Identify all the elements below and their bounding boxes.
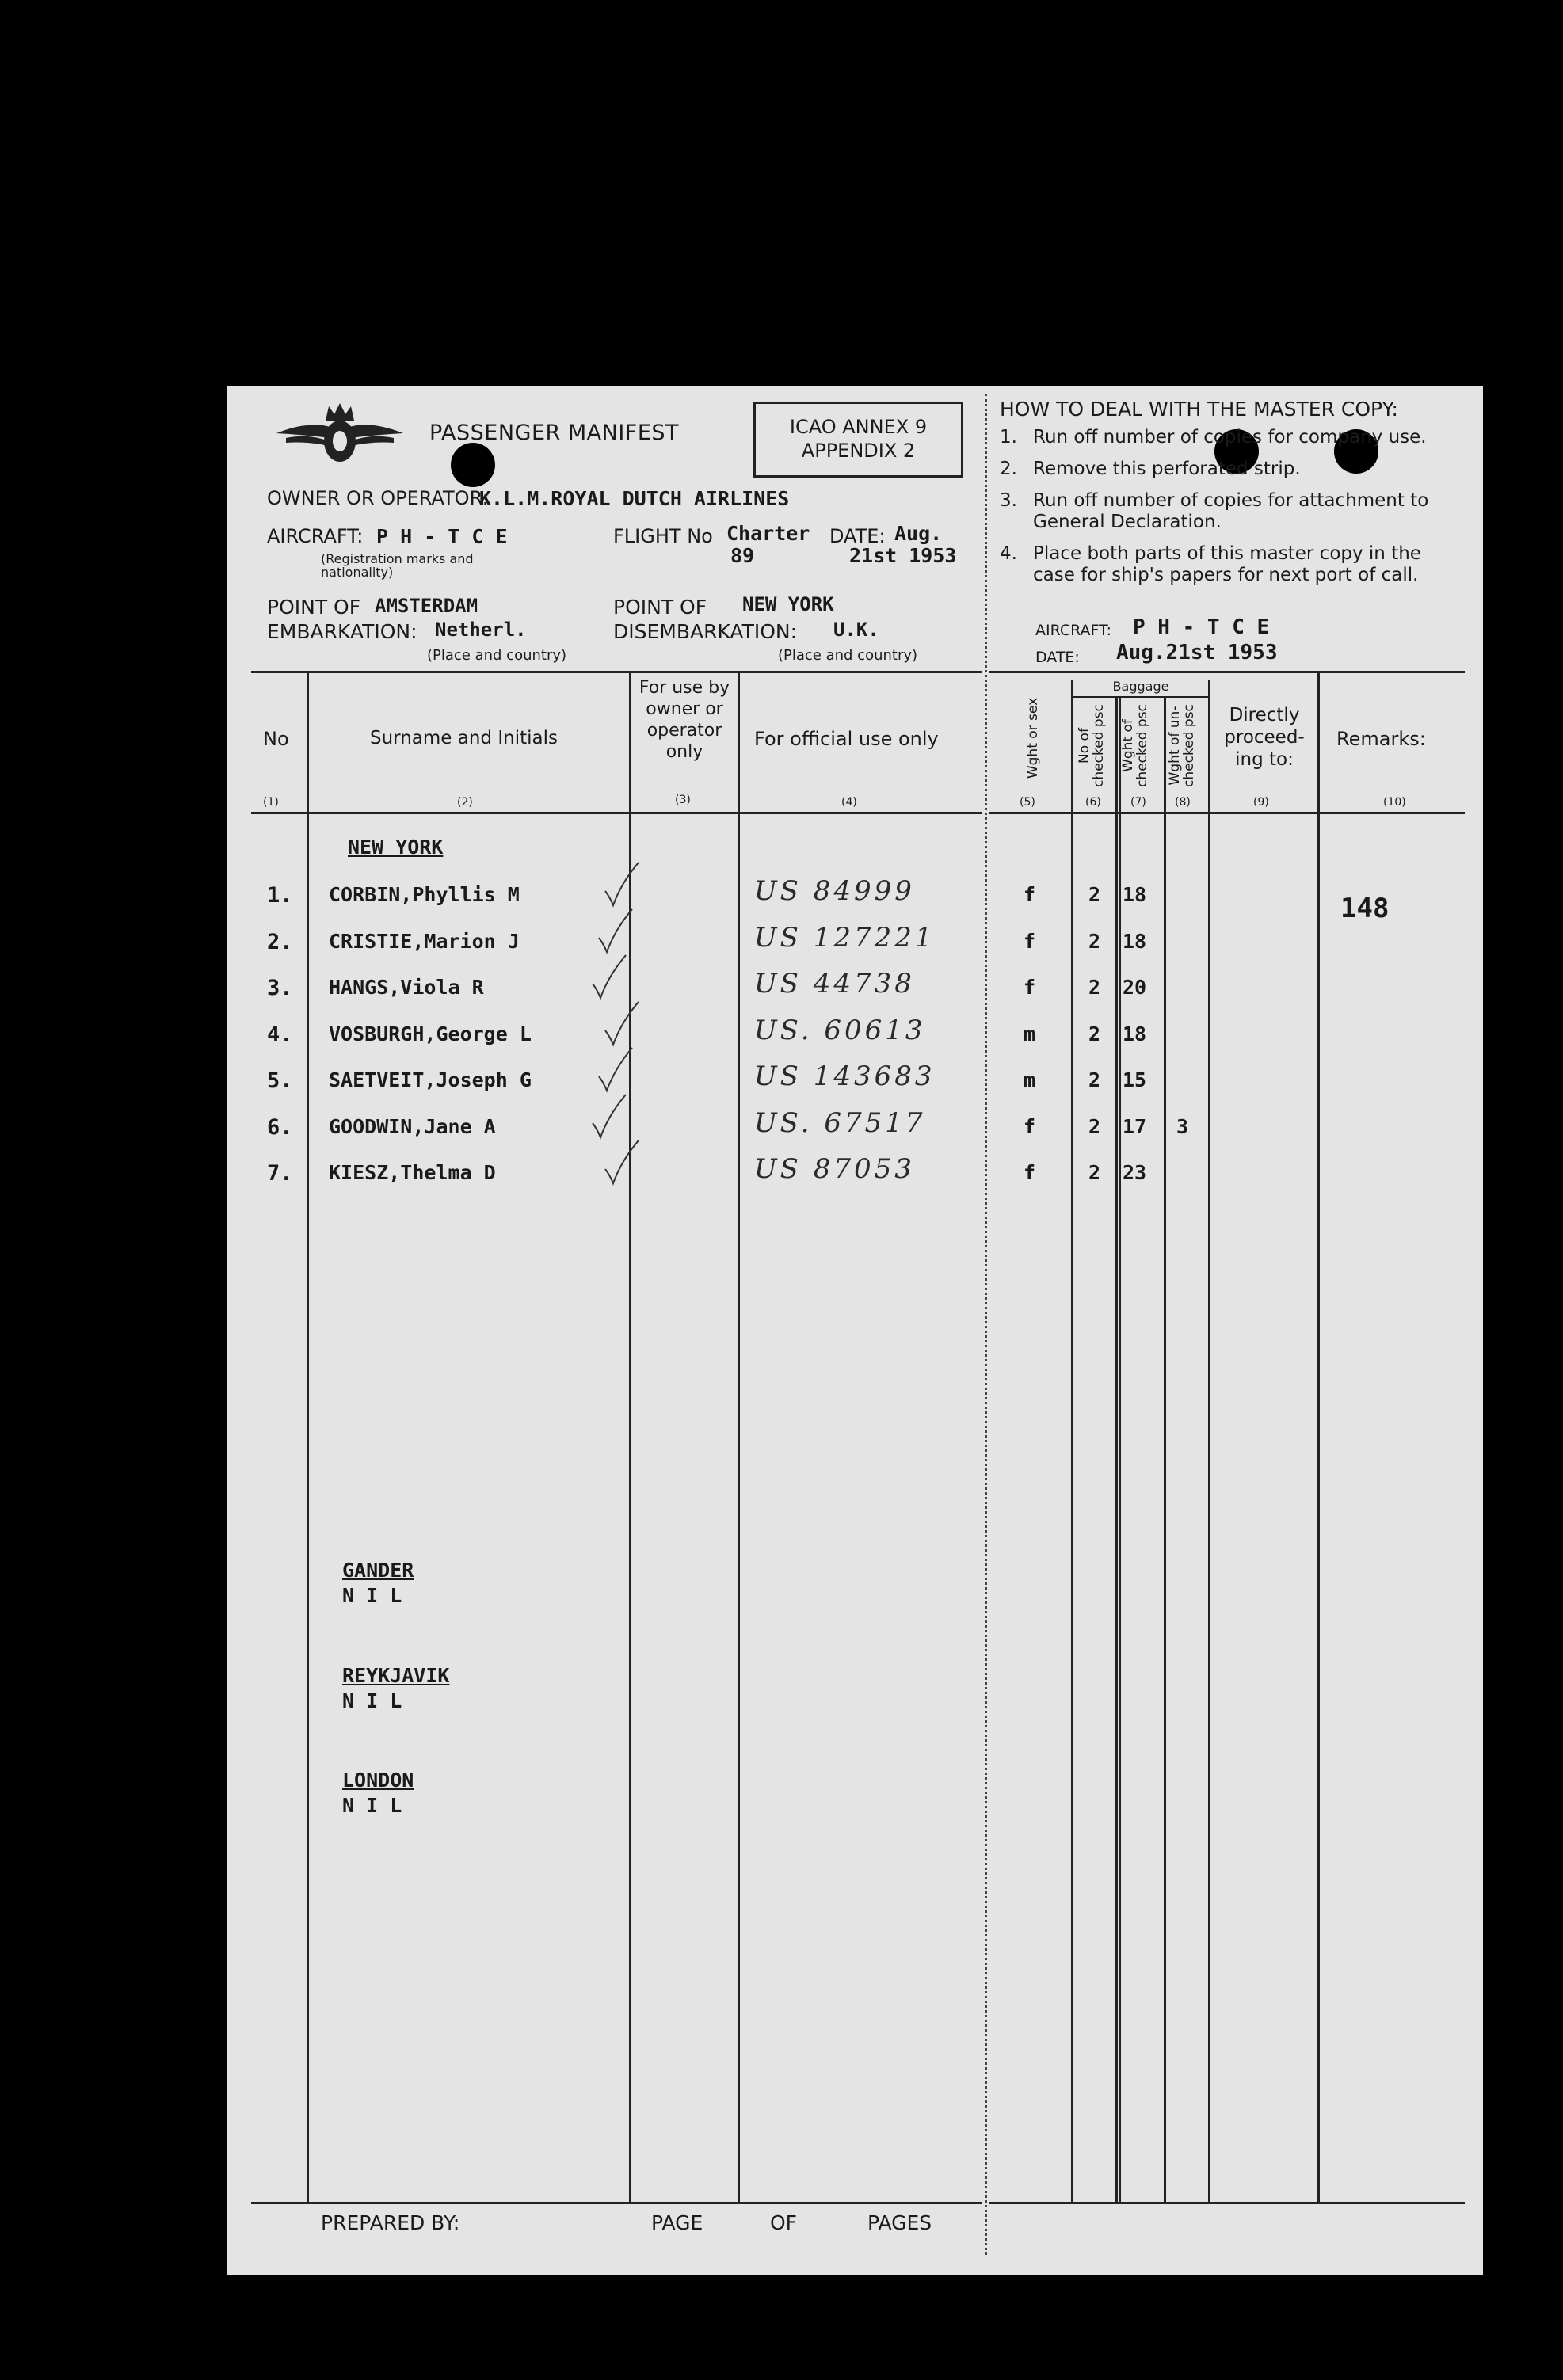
owner-value: K.L.M.ROYAL DUTCH AIRLINES bbox=[479, 487, 790, 510]
instruction-item bbox=[1000, 490, 1467, 533]
disembarkation-label-line-1: POINT OF bbox=[613, 596, 707, 619]
table-bottom-rule-left bbox=[251, 2202, 982, 2204]
instruction-number: 4. bbox=[1000, 543, 1017, 564]
remarks-value: 148 bbox=[1340, 893, 1390, 924]
col-header-checked-no: No of checked psc bbox=[1077, 704, 1107, 787]
col-divider bbox=[1317, 671, 1320, 2203]
instructions-date-label: DATE: bbox=[1035, 649, 1080, 666]
checked-pieces: 2 bbox=[1088, 976, 1101, 999]
checked-weight: 18 bbox=[1123, 930, 1147, 953]
date-value-2: 21st 1953 bbox=[849, 544, 957, 567]
stop-name: GANDER bbox=[342, 1559, 414, 1582]
official-number: US 87053 bbox=[754, 1153, 915, 1185]
official-number: US 84999 bbox=[754, 875, 915, 907]
passenger-sex: f bbox=[1024, 883, 1036, 906]
col-header-remarks: Remarks: bbox=[1336, 728, 1426, 750]
col-header-checked-wght: Wght of checked psc bbox=[1120, 704, 1150, 787]
instruction-text: Run off number of copies for company use. bbox=[1033, 427, 1427, 447]
aircraft-value: P H - T C E bbox=[376, 525, 508, 548]
flight-number: 89 bbox=[730, 544, 755, 567]
passenger-sex: f bbox=[1024, 930, 1036, 953]
unchecked-weight: 3 bbox=[1176, 1115, 1189, 1138]
manifest-sheet bbox=[227, 386, 1483, 2275]
col-num: (4) bbox=[841, 796, 857, 809]
col-num: (10) bbox=[1383, 796, 1406, 809]
passenger-number: 7. bbox=[267, 1161, 293, 1186]
checked-weight: 15 bbox=[1123, 1068, 1147, 1091]
checked-pieces: 2 bbox=[1088, 1068, 1101, 1091]
passenger-number: 1. bbox=[267, 883, 293, 908]
check-mark-icon bbox=[604, 1137, 640, 1186]
col-divider bbox=[1071, 680, 1073, 2203]
page-label: PAGE bbox=[651, 2211, 703, 2234]
header-bottom-rule-left bbox=[251, 812, 982, 814]
checked-pieces: 2 bbox=[1088, 883, 1101, 906]
klm-crown-logo bbox=[276, 403, 403, 466]
checked-weight: 18 bbox=[1123, 883, 1147, 906]
checked-pieces: 2 bbox=[1088, 1161, 1101, 1184]
instruction-item bbox=[1000, 427, 1467, 448]
instructions-date-value: Aug.21st 1953 bbox=[1116, 641, 1278, 664]
col-header-official: For official use only bbox=[754, 728, 939, 750]
of-label: OF bbox=[770, 2211, 798, 2234]
perforation-line bbox=[985, 394, 987, 2255]
passenger-name: CRISTIE,Marion J bbox=[329, 930, 520, 953]
col-divider bbox=[1115, 696, 1118, 2203]
instruction-number: 1. bbox=[1000, 427, 1017, 447]
passenger-name: CORBIN,Phyllis M bbox=[329, 883, 520, 906]
embarkation-value-1: AMSTERDAM bbox=[375, 595, 478, 617]
disembarkation-caption: (Place and country) bbox=[778, 647, 918, 664]
check-mark-icon bbox=[604, 859, 640, 908]
instruction-number: 3. bbox=[1000, 490, 1017, 511]
check-mark-icon bbox=[597, 1045, 634, 1094]
instruction-item bbox=[1000, 543, 1467, 586]
col-header-directly: Directly proceed-ing to: bbox=[1224, 705, 1305, 770]
official-number: US 127221 bbox=[754, 922, 936, 954]
stop-value: N I L bbox=[342, 1584, 402, 1607]
instructions-aircraft-label: AIRCRAFT: bbox=[1035, 622, 1112, 639]
passenger-name: HANGS,Viola R bbox=[329, 976, 484, 999]
stop-name: LONDON bbox=[342, 1769, 414, 1792]
col-divider bbox=[1119, 696, 1121, 2203]
stop-london bbox=[342, 1768, 414, 1818]
icao-line-2: APPENDIX 2 bbox=[801, 440, 916, 462]
col-divider bbox=[1164, 696, 1166, 2203]
passenger-sex: f bbox=[1024, 1115, 1036, 1138]
check-mark-icon bbox=[597, 906, 634, 955]
instructions-title: HOW TO DEAL WITH THE MASTER COPY: bbox=[1000, 398, 1398, 421]
instruction-item bbox=[1000, 459, 1467, 480]
passenger-number: 4. bbox=[267, 1022, 293, 1047]
instruction-text: Run off number of copies for attachment to General Declaration. bbox=[1033, 490, 1429, 532]
aircraft-note: (Registration marks and nationality) bbox=[321, 551, 474, 580]
col-header-surname: Surname and Initials bbox=[370, 728, 558, 748]
stop-reykjavik bbox=[342, 1663, 449, 1714]
col-header-unchecked-wght: Wght of un-checked psc bbox=[1167, 704, 1197, 787]
passenger-name: SAETVEIT,Joseph G bbox=[329, 1068, 532, 1091]
checked-weight: 23 bbox=[1123, 1161, 1147, 1184]
col-num: (9) bbox=[1253, 796, 1269, 809]
col-divider bbox=[738, 671, 740, 2203]
checked-pieces: 2 bbox=[1088, 1115, 1101, 1138]
embarkation-label-line-1: POINT OF bbox=[267, 596, 361, 619]
passenger-number: 3. bbox=[267, 976, 293, 1000]
official-number: US. 60613 bbox=[754, 1015, 926, 1046]
pages-label: PAGES bbox=[867, 2211, 932, 2234]
check-mark-icon bbox=[591, 1091, 627, 1140]
passenger-name: GOODWIN,Jane A bbox=[329, 1115, 496, 1138]
checked-weight: 20 bbox=[1123, 976, 1147, 999]
disembarkation-value-1: NEW YORK bbox=[742, 593, 834, 615]
table-top-rule-right bbox=[989, 671, 1465, 673]
official-number: US. 67517 bbox=[754, 1107, 926, 1139]
owner-label: OWNER OR OPERATOR: bbox=[267, 487, 489, 509]
stop-value: N I L bbox=[342, 1794, 402, 1817]
official-number: US 44738 bbox=[754, 968, 915, 1000]
punch-hole bbox=[451, 443, 495, 487]
checked-pieces: 2 bbox=[1088, 1022, 1101, 1045]
col-header-weight-sex: Wght or sex bbox=[1025, 697, 1041, 779]
official-number: US 143683 bbox=[754, 1061, 936, 1092]
passenger-sex: f bbox=[1024, 976, 1036, 999]
aircraft-label: AIRCRAFT: bbox=[267, 525, 364, 547]
col-header-baggage: Baggage bbox=[1112, 679, 1169, 694]
col-num: (3) bbox=[675, 794, 691, 806]
checked-weight: 17 bbox=[1123, 1115, 1147, 1138]
disembarkation-value-2: U.K. bbox=[833, 619, 879, 641]
date-label: DATE: bbox=[829, 525, 886, 547]
col-num: (8) bbox=[1175, 796, 1191, 809]
passenger-sex: m bbox=[1024, 1022, 1036, 1045]
col-num: (7) bbox=[1130, 796, 1146, 809]
flight-label: FLIGHT No bbox=[613, 525, 713, 547]
icao-annex-box bbox=[753, 402, 963, 478]
col-num: (2) bbox=[457, 796, 473, 809]
col-num: (5) bbox=[1020, 796, 1035, 809]
col-num: (1) bbox=[263, 796, 279, 809]
instruction-text: Remove this perforated strip. bbox=[1033, 459, 1301, 479]
col-divider bbox=[1208, 680, 1210, 2203]
passenger-number: 2. bbox=[267, 930, 293, 954]
form-title: PASSENGER MANIFEST bbox=[429, 421, 680, 445]
col-header-no: No bbox=[263, 728, 289, 750]
instruction-number: 2. bbox=[1000, 459, 1017, 479]
baggage-rule bbox=[1071, 696, 1210, 698]
embarkation-value-2: Netherl. bbox=[435, 619, 527, 641]
stop-value: N I L bbox=[342, 1689, 402, 1712]
check-mark-icon bbox=[604, 999, 640, 1048]
header-bottom-rule-right bbox=[989, 812, 1465, 814]
passenger-name: KIESZ,Thelma D bbox=[329, 1161, 496, 1184]
passenger-sex: f bbox=[1024, 1161, 1036, 1184]
passenger-name: VOSBURGH,George L bbox=[329, 1022, 532, 1045]
instruction-text: Place both parts of this master copy in the case for ship's papers for next port of call. bbox=[1033, 543, 1421, 585]
col-num: (6) bbox=[1085, 796, 1101, 809]
flight-value: Charter bbox=[726, 522, 810, 545]
instructions-aircraft-value: P H - T C E bbox=[1133, 615, 1270, 639]
checked-pieces: 2 bbox=[1088, 930, 1101, 953]
passenger-number: 6. bbox=[267, 1115, 293, 1140]
passenger-sex: m bbox=[1024, 1068, 1036, 1091]
passenger-number: 5. bbox=[267, 1068, 293, 1093]
checked-weight: 18 bbox=[1123, 1022, 1147, 1045]
section-new-york: NEW YORK bbox=[348, 836, 444, 859]
instructions-list bbox=[1000, 427, 1467, 586]
icao-line-1: ICAO ANNEX 9 bbox=[789, 416, 928, 438]
date-value-1: Aug. bbox=[894, 522, 943, 545]
check-mark-icon bbox=[591, 952, 627, 1001]
embarkation-caption: (Place and country) bbox=[427, 647, 567, 664]
disembarkation-label-line-2: DISEMBARKATION: bbox=[613, 620, 798, 643]
col-divider bbox=[307, 671, 309, 2203]
stop-name: REYKJAVIK bbox=[342, 1664, 450, 1687]
col-header-owner-use: For use by owner or operator only bbox=[639, 678, 730, 762]
embarkation-label-line-2: EMBARKATION: bbox=[267, 620, 417, 643]
table-top-rule-left bbox=[251, 671, 982, 673]
stop-gander bbox=[342, 1558, 414, 1609]
table-bottom-rule-right bbox=[989, 2202, 1465, 2204]
prepared-by-label: PREPARED BY: bbox=[321, 2211, 460, 2234]
